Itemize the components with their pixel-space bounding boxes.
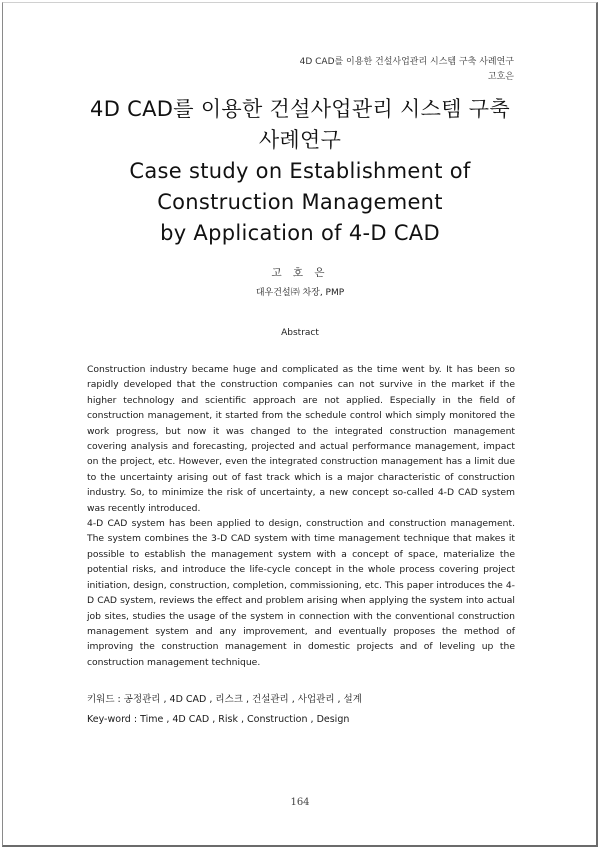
author-name: 고 호 은 [271,267,329,279]
title-english-line-1: Case study on Establishment of [129,159,471,183]
abstract-body [87,362,515,670]
title-korean-line-1: 4D CAD를 이용한 건설사업관리 시스템 구축 [90,97,510,121]
running-head-author: 고호은 [487,72,514,82]
page-number: 164 [290,797,310,808]
title-korean-line-2: 사례연구 [258,128,342,152]
abstract-heading: Abstract [281,328,319,338]
keywords-korean: 키워드 : 공정관리 , 4D CAD , 리스크 , 건설관리 , 사업관리 , 설계 [87,694,362,705]
abstract-paragraph-2: 4-D CAD system has been applied to design, construction and construction management. The system combines the 3-D CAD system with time management technique that makes it possible to establish the management system with a concept of space, materialize the potential risks, and introduce the life-cycle concept in the whole process covering project initiation, design, construction, completion, commissioning, etc. This paper introduces the 4-D CAD system, reviews the effect and problem arising when applying the system into actual job sites, studies the usage of the system in connection with the conventional construction management system and any improvement, and eventually proposes the method of improving the construction management in domestic projects and of leveling up the construction management technique. [87,518,515,668]
paper-title [60,94,540,249]
abstract-paragraph-1: Construction industry became huge and complicated as the time went by. It has been so rapidly developed that the construction companies can not survive in the market if the higher technology and scientific approach are not applied. Especially in the field of construction management, it started from the schedule control which simply monitored the work progress, but now it was changed to the integrated construction management covering analysis and forecasting, projected and actual performance management, impact on the project, etc. However, even the integrated construction management has a limit due to the uncertainty arising out of fast track which is a major characteristic of construction industry. So, to minimize the risk of uncertainty, a new concept so-called 4-D CAD system was recently introduced. [87,364,515,514]
author-affiliation: 대우건설㈜ 차장, PMP [255,288,345,298]
keywords-block [87,690,517,730]
title-english-line-3: by Application of 4-D CAD [160,221,440,245]
running-head [300,55,514,85]
title-english-line-2: Construction Management [157,190,443,214]
keywords-english: Key-word : Time , 4D CAD , Risk , Construction , Design [87,714,350,725]
running-head-title: 4D CAD를 이용한 건설사업관리 시스템 구축 사례연구 [299,57,514,67]
